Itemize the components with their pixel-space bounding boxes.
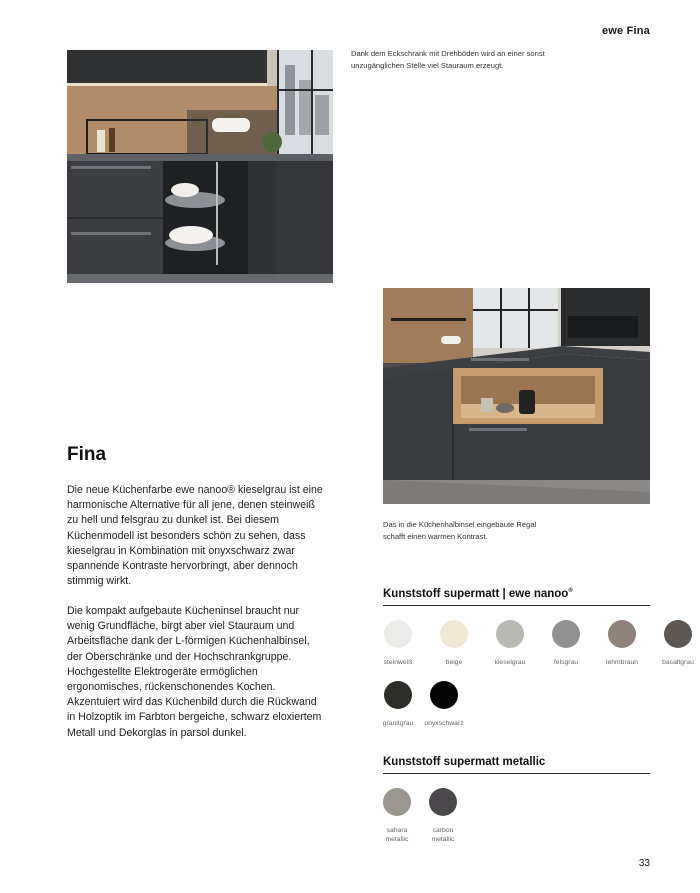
- corner-cabinet-photo: [67, 50, 333, 283]
- swatch-steinweiss: [370, 620, 426, 668]
- article-paragraph-2: [67, 604, 327, 741]
- swatch-label-line: metallic: [385, 835, 409, 843]
- paragraph-text: Die kompakt aufgebaute Kücheninsel braucht nur wenig Grundfläche, birgt aber viel Stauraum und Arbeitsfläche dank der L-förmigen Küchenhalbinsel, der Oberschränke und der Hochschrankgruppe. Hochgestellte Elektrogeräte ermöglichen ergonomisches, rückenschonendes Kochen. Akzentuiert wird das Küchenbild durch die Rückwand in Holzoptik im Farbton bergeiche, schwarz eloxiertem Metall und Dekorglas in parsol dunkel.: [67, 605, 322, 739]
- running-header: ewe Fina: [601, 25, 650, 37]
- color-dot: [384, 681, 412, 709]
- swatch-label: basaltgrau: [662, 659, 694, 666]
- paragraph-text: Die neue Küchenfarbe ewe nanoo® kieselgrau ist eine harmonische Alternative für all jene, denen steinweiß zu hell und felsgrau zu dunkel ist. Bei diesem Küchenmodell ist besonders schön zu sehen, dass kieselgrau in Kombination mit onyxschwarz zwar spannende Kontraste hervorbringt, aber dennoch stimmig wirkt.: [67, 484, 323, 588]
- half-island-photo: [383, 288, 650, 504]
- swatch-label: lehmbraun: [605, 659, 639, 666]
- section-divider: [383, 773, 650, 774]
- swatch-carbon-metallic: [415, 788, 471, 844]
- swatch-basaltgrau: [650, 620, 700, 668]
- swatch-label-line: sahara: [386, 827, 408, 834]
- swatch-row-matt-1: [370, 620, 700, 668]
- article-paragraph-1: [67, 483, 327, 589]
- color-dot: [496, 620, 524, 648]
- swatch-beige: [426, 620, 482, 668]
- section-title-text: Kunststoff supermatt | ewe nanoo: [383, 588, 569, 600]
- color-dot: [384, 620, 412, 648]
- swatch-lehmbraun: [594, 620, 650, 668]
- swatch-row-matt-2: [370, 681, 472, 729]
- section-divider: [383, 605, 650, 606]
- swatch-label: steinweiß: [383, 659, 413, 666]
- color-dot: [430, 681, 458, 709]
- top-photo-caption: Dank dem Eckschrank mit Drehböden wird an einer sonst unzugänglichen Stelle viel Stauraum erzeugt.: [351, 49, 545, 70]
- swatch-label: kieselgrau: [494, 659, 526, 666]
- color-dot: [664, 620, 692, 648]
- swatch-kieselgrau: [482, 620, 538, 668]
- swatch-label: beige: [445, 659, 463, 666]
- color-dot: [383, 788, 411, 816]
- registered-mark: ®: [568, 588, 573, 595]
- section-title-metallic: Kunststoff supermatt metallic: [383, 756, 546, 768]
- swatch-onyxschwarz: [416, 681, 472, 729]
- swatch-label: [431, 827, 454, 844]
- article-title: Fina: [67, 444, 107, 465]
- right-photo-caption: Das in die Küchenhalbinsel eingebaute Regal schafft einen warmen Kontrast.: [383, 520, 537, 541]
- color-dot: [429, 788, 457, 816]
- section-title-supermatt: [383, 588, 573, 600]
- page-number: 33: [638, 858, 650, 869]
- swatch-label: felsgrau: [553, 659, 579, 666]
- swatch-label-line: metallic: [431, 835, 455, 843]
- color-dot: [608, 620, 636, 648]
- color-dot: [552, 620, 580, 648]
- swatch-label: [385, 827, 408, 844]
- swatch-label: onyxschwarz: [424, 720, 464, 727]
- swatch-felsgrau: [538, 620, 594, 668]
- color-dot: [440, 620, 468, 648]
- swatch-row-metallic: [369, 788, 471, 844]
- swatch-label-line: carbon: [432, 827, 454, 834]
- swatch-label: granitgrau: [382, 720, 414, 727]
